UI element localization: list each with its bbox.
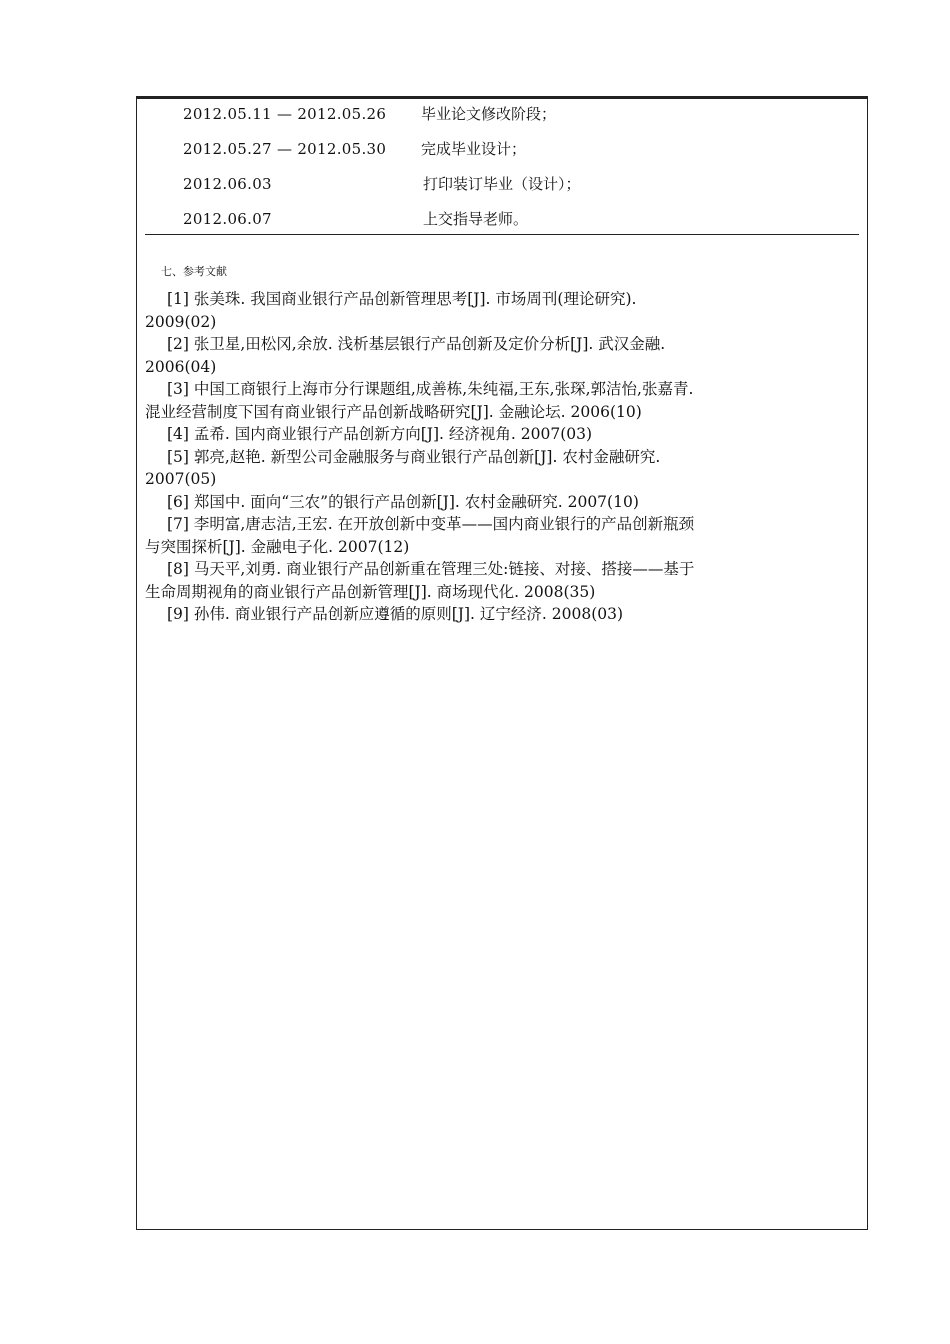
schedule-task: 上交指导老师。 [423,210,529,228]
schedule-task: 打印装订毕业（设计）； [423,175,581,193]
reference-line: [6] 郑国中. 面向“三农”的银行产品创新[J]. 农村金融研究. 2007(10) [167,492,639,511]
schedule-task: 完成毕业设计； [421,140,527,158]
reference-line: 2007(05) [145,470,217,488]
schedule-dates: 2012.06.03 [183,175,272,193]
reference-line: 混业经营制度下国有商业银行产品创新战略研究[J]. 金融论坛. 2006(10) [145,402,642,421]
schedule-dates: 2012.06.07 [183,210,272,228]
reference-line: [5] 郭亮,赵艳. 新型公司金融服务与商业银行产品创新[J]. 农村金融研究. [167,447,661,466]
reference-line: [3] 中国工商银行上海市分行课题组,成善栋,朱纯福,王东,张琛,郭洁怡,张嘉青. [167,380,694,398]
schedule-divider [145,234,859,235]
reference-line: [9] 孙伟. 商业银行产品创新应遵循的原则[J]. 辽宁经济. 2008(03) [167,605,624,623]
reference-line: [7] 李明富,唐志洁,王宏. 在开放创新中变革——国内商业银行的产品创新瓶颈 [167,515,695,533]
references-heading: 七、参考文献 [161,265,227,278]
top-border-rule [137,97,867,99]
reference-line: [4] 孟希. 国内商业银行产品创新方向[J]. 经济视角. 2007(03) [167,425,593,443]
reference-line: [8] 马天平,刘勇. 商业银行产品创新重在管理三处:链接、对接、搭接——基于 [167,560,695,578]
reference-line: 生命周期视角的商业银行产品创新管理[J]. 商场现代化. 2008(35) [145,582,596,601]
reference-line: [2] 张卫星,田松冈,余放. 浅析基层银行产品创新及定价分析[J]. 武汉金融. [167,335,666,353]
schedule-dates: 2012.05.11 — 2012.05.26 [183,105,387,123]
reference-line: [1] 张美珠. 我国商业银行产品创新管理思考[J]. 市场周刊(理论研究). [167,290,637,308]
reference-line: 2009(02) [145,312,217,331]
reference-line: 2006(04) [145,357,217,376]
schedule-task: 毕业论文修改阶段； [421,105,557,123]
schedule-dates: 2012.05.27 — 2012.05.30 [183,140,387,158]
reference-line: 与突围探析[J]. 金融电子化. 2007(12) [145,537,410,556]
reference-list [145,288,861,626]
form-frame [136,96,868,1230]
